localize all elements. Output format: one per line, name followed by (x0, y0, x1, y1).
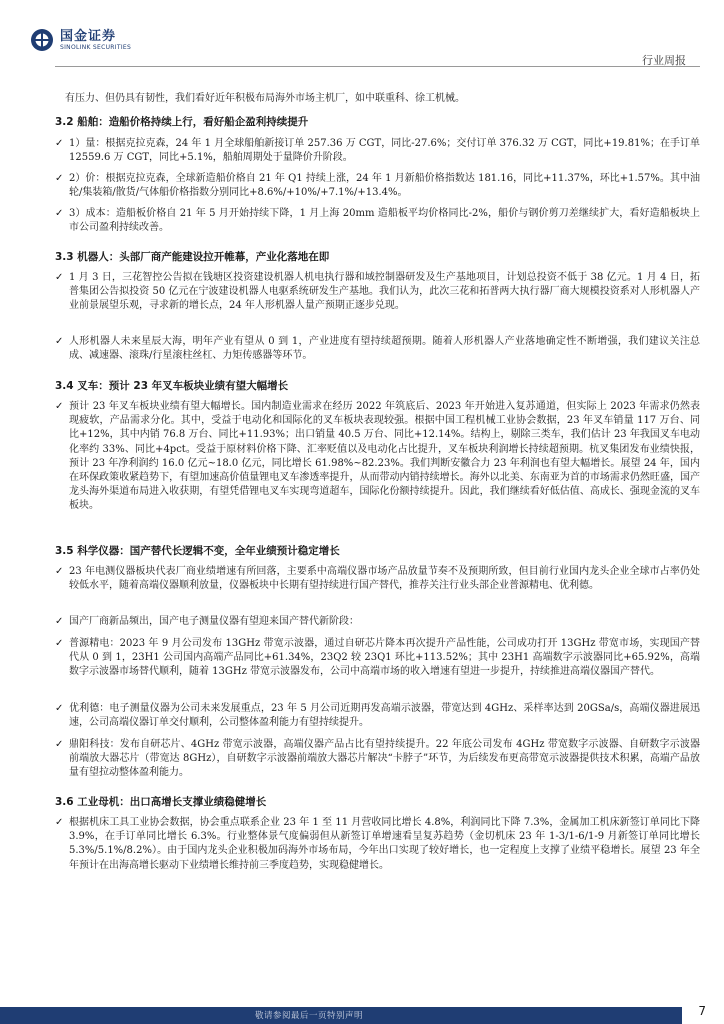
check-icon: ✓ (55, 566, 64, 577)
check-icon: ✓ (55, 703, 64, 714)
check-icon: ✓ (55, 138, 64, 149)
list-item: ✓ 国产厂商新品频出，国产电子测量仪器有望迎来国产替代新阶段： (55, 615, 700, 629)
list-item: ✓ 3）成本：造船板价格自 21 年 5 月开始持续下降，1 月上海 20mm 造船板平均价格同比-2%，船价与钢价剪刀差继续扩大，看好造船板块上市公司盈利持续改善。 (55, 208, 700, 234)
check-icon: ✓ (55, 272, 64, 283)
check-icon: ✓ (55, 817, 64, 828)
section-title-instruments: 3.5 科学仪器：国产替代长逻辑不变，全年业绩预计稳定增长 (55, 545, 340, 557)
report-type-label: 行业周报 (642, 54, 686, 67)
list-item: ✓ 优利德：电子测量仪器为公司未来发展重点，23 年 5 月公司近期再发高端示波器，带宽达到 4GHz、采样率达到 20GSa/s，高端仪器进展迅速，公司高端仪器订单交付顺利，公司整体盈利能力有望持续提升。 (55, 703, 700, 729)
check-icon: ✓ (55, 739, 64, 750)
list-item: ✓ 1 月 3 日，三花智控公告拟在钱塘区投资建设机器人机电执行器和域控制器研发及生产基地项目，计划总投资不低于 38 亿元。1 月 4 日，拓普集团公告拟投资 50 亿元在宁波建设机器人电驱系统研发生产基地。我们认为，此次三花和拓普两大执行器厂商大规模投资系对人形机器人产业前景展望乐观，寻求新的增长点，24 年人形机器人量产预期正逐步兑现。 (55, 272, 700, 312)
check-icon: ✓ (55, 616, 64, 627)
check-icon: ✓ (55, 173, 64, 184)
list-item: ✓ 2）价：根据克拉克森，全球新造船价格自 21 年 Q1 持续上涨，24 年 1 月新船价格指数达 181.16，同比+11.37%，环比+1.57%。其中油轮/集装箱/散货/气体船价格指数分别同比+8.6%/+10%/+7.1%/+13.4%。 (55, 173, 700, 199)
list-item: ✓ 人形机器人未来星辰大海，明年产业有望从 0 到 1，产业进度有望持续超预期。随着人形机器人产业落地确定性不断增强，我们建议关注总成、减速器、滚珠/行星滚柱丝杠、力矩传感器等环节。 (55, 336, 700, 362)
logo-english-name: SINOLINK SECURITIES (60, 43, 132, 51)
section-title-forklift: 3.4 叉车：预计 23 年叉车板块业绩有望大幅增长 (55, 380, 289, 392)
footer-disclaimer[interactable]: 敬请参阅最后一页特别声明 (255, 1011, 364, 1021)
section-title-shipbuilding: 3.2 船舶：造船价格持续上行，看好船企盈利持续提升 (55, 116, 309, 128)
header-divider (55, 66, 700, 67)
check-icon: ✓ (55, 336, 64, 347)
check-icon: ✓ (55, 401, 64, 412)
list-item: ✓ 鼎阳科技：发布自研芯片、4GHz 带宽示波器，高端仪器产品占比有望持续提升。22 年底公司发布 4GHz 带宽数字示波器、自研数字示波器前端放大器芯片（带宽达 8GHz），自研数字示波器前端放大器芯片解决“卡脖子”环节，为后续发布更高带宽示波器提供技术积累，高端产品放量有望拉动整体盈利能力。 (55, 739, 700, 779)
list-item: ✓ 普源精电：2023 年 9 月公司发布 13GHz 带宽示波器，通过自研芯片降本再次提升产品性能，公司成功打开 13GHz 带宽市场，实现国产替代从 0 到 1，23H1 公司国内高端产品同比+61.34%，23Q2 较 23Q1 环比+113.52%；其中 23H1 高端数字示波器同比+65.92%，高端数字示波器市场替代顺利，随着 13GHz 带宽示波器发布，公司中高端市场的收入增速有望进一步提升，持续推进高端仪器国产替代。 (55, 638, 700, 678)
sinolink-logo-icon (30, 28, 54, 52)
page-number: 7 (698, 1004, 706, 1018)
check-icon: ✓ (55, 638, 64, 649)
list-item: ✓ 23 年电测仪器板块代表厂商业绩增速有所回落，主要系中高端仪器市场产品放量节奏不及预期所致，但目前行业国内龙头企业全球市占率仍处较低水平，随着高端仪器顺利放量，仪器板块中长期有望持续进行国产替代，推荐关注行业头部企业普源精电、优利德。 (55, 566, 700, 592)
section-title-machine-tools: 3.6 工业母机：出口高增长支撑业绩稳健增长 (55, 796, 267, 808)
list-item: ✓ 根据机床工具工业协会数据，协会重点联系企业 23 年 1 至 11 月营收同比增长 4.8%，利润同比下降 7.3%，金属加工机床新签订单同比下降 3.9%，在手订单同比增长 6.3%。行业整体景气度偏弱但从新签订单增速看呈复苏趋势（金切机床 23 年 1-3/1-6/1-9 月新签订单同比增长 5.3%/5.1%/8.2%）。由于国内龙头企业积极加码海外市场布局，今年出口实现了较好增长，也一定程度上支撑了业绩平稳增长。展望 23 年全年预计在出海高增长驱动下业绩增长维持前三季度趋势，实现稳健增长。 (55, 817, 700, 871)
list-item: ✓ 预计 23 年叉车板块业绩有望大幅增长。国内制造业需求在经历 2022 年筑底后、2023 年开始进入复苏通道，但实际上 2023 年需求仍然表现疲软，产品需求分化。其中，受益于电动化和国际化的叉车板块表现较强。根据中国工程机械工业协会数据，23 年叉车销量 117 万台、同比+12%，其中内销 76.8 万台、同比+11.93%；出口销量 40.5 万台、同比+12.14%。结构上，剔除三类车，我们估计 23 年我国叉车电动化率约 33%、同比+4pct。受益于原材料价格下降、汇率贬值以及电动化占比提升，叉车板块利润增长持续超预期。杭叉集团发布业绩快报，预计 23 年净利润约 16.0 亿元~18.0 亿元，同比增长 61.98%~82.23%。我们判断安徽合力 23 年利润也有望大幅增长。展望 24 年，国内在环保政策收紧趋势下，有望加速高价值量锂电叉车渗透率提升，从而带动内销持续增长。海外以北美、东南亚为首的市场需求仍然旺盛，国产龙头海外渠道布局进入收获期，有望凭借锂电叉车实现弯道超车，国际化份额持续提升。因此，我们继续看好低估值、高成长、强现金流的叉车板块。 (55, 401, 700, 512)
company-logo (30, 26, 200, 54)
section-title-robotics: 3.3 机器人：头部厂商产能建设拉开帷幕，产业化落地在即 (55, 251, 330, 263)
intro-paragraph: 有压力、但仍具有韧性，我们看好近年积极布局海外市场主机厂，如中联重科、徐工机械。 (65, 93, 465, 104)
list-item: ✓ 1）量：根据克拉克森，24 年 1 月全球船舶新接订单 257.36 万 CGT，同比-27.6%；交付订单 376.32 万 CGT，同比+19.81%；在手订单 12559.6 万 CGT，同比+5.1%，船舶周期处于量降价升阶段。 (55, 138, 700, 164)
check-icon: ✓ (55, 208, 64, 219)
logo-chinese-name: 国金证券 (60, 28, 117, 44)
